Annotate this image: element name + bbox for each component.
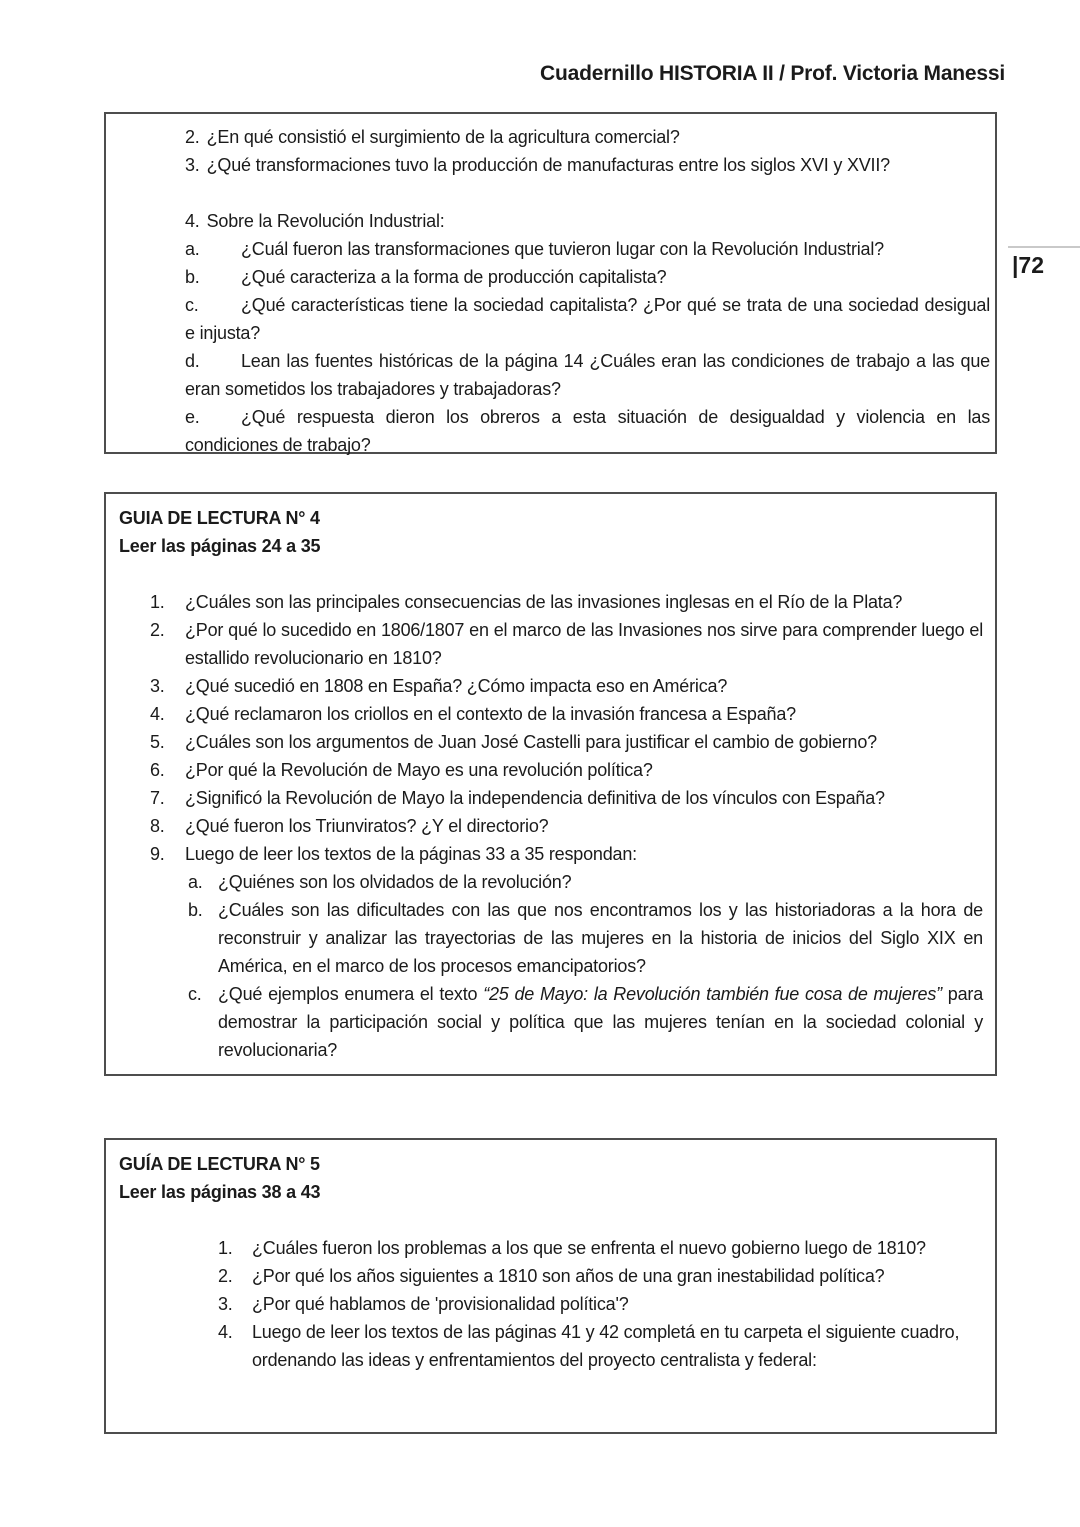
question-subitem [185, 347, 995, 403]
guide-subtitle: Leer las páginas 38 a 43 [119, 1182, 321, 1202]
item-text: ¿Por qué lo sucedido en 1806/1807 en el marco de las Invasiones nos sirve para comprender luego el estallido revolucionario en 1810? [185, 620, 983, 668]
question-item [218, 1234, 983, 1262]
subitem-letter: d. [185, 351, 200, 371]
item-number: 4. [185, 211, 200, 231]
question-subitem [188, 980, 983, 1064]
item-number: 5. [150, 732, 165, 752]
item-text: ¿En qué consistió el surgimiento de la agricultura comercial? [206, 127, 680, 147]
subitem-letter: c. [185, 295, 199, 315]
item-text: ¿Por qué los años siguientes a 1810 son años de una gran inestabilidad política? [252, 1266, 885, 1286]
question-item [150, 588, 983, 616]
question-item [218, 1318, 983, 1374]
item-number: 1. [218, 1238, 233, 1258]
item-text: Sobre la Revolución Industrial: [206, 211, 445, 231]
item-text: ¿Cuáles son los argumentos de Juan José Castelli para justificar el cambio de gobierno? [185, 732, 877, 752]
question-item [150, 756, 983, 784]
subitem-text: ¿Quiénes son los olvidados de la revolución? [218, 872, 572, 892]
question-subitem [185, 403, 995, 459]
item-number: 9. [150, 844, 165, 864]
question-list [218, 1234, 983, 1374]
guide-title: GUIA DE LECTURA N° 4 [119, 508, 320, 528]
question-item [185, 151, 995, 179]
subitem-text: ¿Cuáles son las dificultades con las que nos encontramos los y las historiadoras a la hora de reconstruir y analizar las trayectorias de las mujeres en la historia de inicios del Siglo XIX en América, en el marco de los procesos emancipatorios? [218, 900, 983, 976]
activity-box-industrial-revolution [104, 112, 997, 454]
guide-title: GUÍA DE LECTURA N° 5 [119, 1154, 320, 1174]
item-number: 3. [218, 1294, 233, 1314]
item-number: 4. [150, 704, 165, 724]
question-item [150, 812, 983, 840]
question-item [150, 700, 983, 728]
reading-guide-4-box [104, 492, 997, 1076]
reading-guide-5-box [104, 1138, 997, 1434]
item-text: ¿Qué transformaciones tuvo la producción de manufacturas entre los siglos XVI y XVII? [206, 155, 890, 175]
item-number: 2. [150, 620, 165, 640]
subitem-text: ¿Cuál fueron las transformaciones que tuvieron lugar con la Revolución Industrial? [241, 239, 884, 259]
item-text: ¿Significó la Revolución de Mayo la independencia definitiva de los vínculos con España? [185, 788, 885, 808]
item-text: Luego de leer los textos de la páginas 33 a 35 respondan: [185, 844, 637, 864]
question-subitem [188, 868, 983, 896]
item-text: ¿Cuáles son las principales consecuencias de las invasiones inglesas en el Río de la Plata? [185, 592, 903, 612]
guide-subtitle: Leer las páginas 24 a 35 [119, 536, 321, 556]
subitem-text: Lean las fuentes históricas de la página 14 ¿Cuáles eran las condiciones de trabajo a las que eran sometidos los trabajadores y trabajadoras? [185, 351, 990, 399]
page-number-rule [1008, 246, 1080, 248]
subitem-letter: b. [185, 267, 200, 287]
question-item [150, 840, 983, 868]
subitem-letter: b. [188, 900, 203, 920]
item-number: 1. [150, 592, 165, 612]
question-subitem [185, 235, 995, 263]
subitem-letter: a. [185, 239, 200, 259]
item-number: 6. [150, 760, 165, 780]
question-item [218, 1290, 983, 1318]
question-list [150, 588, 983, 868]
document-header-title: Cuadernillo HISTORIA II / Prof. Victoria Manessi [540, 62, 1005, 85]
question-item [150, 728, 983, 756]
question-subitem [188, 896, 983, 980]
question-subitem [185, 263, 995, 291]
subitem-text-before: ¿Qué ejemplos enumera el texto [218, 984, 484, 1004]
question-item [150, 784, 983, 812]
item-number: 8. [150, 816, 165, 836]
question-item [150, 616, 983, 672]
item-text: ¿Por qué la Revolución de Mayo es una revolución política? [185, 760, 653, 780]
subitem-text [218, 980, 983, 1064]
item-number: 7. [150, 788, 165, 808]
question-item [218, 1262, 983, 1290]
item-text: ¿Cuáles fueron los problemas a los que se enfrenta el nuevo gobierno luego de 1810? [252, 1238, 926, 1258]
item-text: ¿Qué reclamaron los criollos en el contexto de la invasión francesa a España? [185, 704, 796, 724]
item-number: 3. [150, 676, 165, 696]
question-item [150, 672, 983, 700]
question-item [185, 123, 995, 151]
item-number: 3. [185, 155, 200, 175]
item-number: 2. [185, 127, 200, 147]
item-text: ¿Qué sucedió en 1808 en España? ¿Cómo impacta eso en América? [185, 676, 728, 696]
item-text: ¿Por qué hablamos de 'provisionalidad política'? [252, 1294, 629, 1314]
subitem-text-after: para demostrar la participación social y política que las mujeres tenían en la sociedad colonial y revolucionaria? [218, 984, 984, 1060]
item-text: Luego de leer los textos de las páginas 41 y 42 completá en tu carpeta el siguiente cuadro, ordenando las ideas y enfrentamientos del proyecto centralista y federal: [252, 1322, 960, 1370]
subitem-letter: e. [185, 407, 200, 427]
question-item [185, 207, 995, 235]
subitem-text: ¿Qué características tiene la sociedad capitalista? ¿Por qué se trata de una sociedad desigual e injusta? [185, 295, 990, 343]
item-text: ¿Qué fueron los Triunviratos? ¿Y el directorio? [185, 816, 549, 836]
subitem-text: ¿Qué caracteriza a la forma de producción capitalista? [241, 267, 667, 287]
question-subitem [185, 291, 995, 347]
subitem-letter: c. [188, 984, 202, 1004]
subitem-text-italic: “25 de Mayo: la Revolución también fue cosa de mujeres” [483, 984, 942, 1004]
page-number: |72 [1012, 252, 1045, 278]
item-number: 2. [218, 1266, 233, 1286]
item-number: 4. [218, 1322, 233, 1342]
subitem-letter: a. [188, 872, 203, 892]
question-sublist [188, 868, 983, 1064]
subitem-text: ¿Qué respuesta dieron los obreros a esta situación de desigualdad y violencia en las condiciones de trabajo? [185, 407, 990, 455]
